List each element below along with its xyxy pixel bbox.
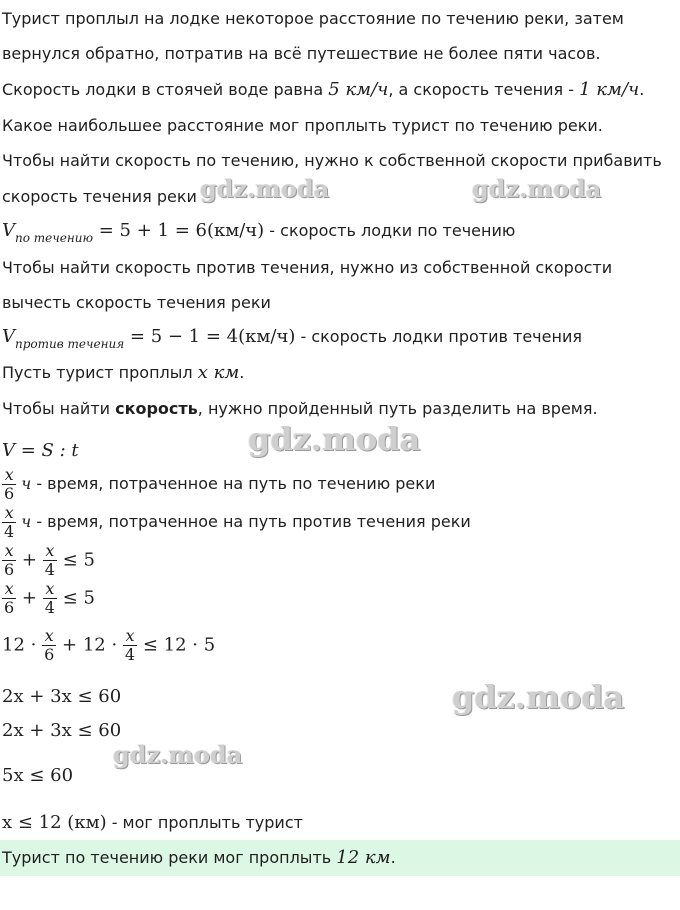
numerator: x <box>2 580 16 599</box>
step3-line-2 <box>2 398 598 420</box>
answer-box <box>0 840 680 876</box>
watermark: gdz.moda <box>113 740 243 769</box>
numerator: x <box>123 627 137 646</box>
step2-line-1: Чтобы найти скорость против течения, нужно из собственной скорости <box>2 258 613 277</box>
watermark: gdz.moda <box>452 678 625 716</box>
text: , нужно пройденный путь разделить на время. <box>197 399 598 418</box>
result-note: - мог проплыть турист <box>106 813 303 832</box>
text: Турист по течению реки мог проплыть <box>2 848 332 867</box>
text: Скорость лодки в стоячей воде равна <box>2 80 324 99</box>
math-answer: 12 км <box>336 847 391 868</box>
fraction-x-4 <box>43 580 57 617</box>
denominator: 4 <box>44 598 55 617</box>
fraction-x-4 <box>2 504 16 541</box>
step2-line-2: вычесть скорость течения реки <box>2 293 271 312</box>
fraction-x-6 <box>2 580 16 617</box>
fraction-x-4 <box>43 542 57 579</box>
numerator: x <box>2 504 16 523</box>
text: Пусть турист проплыл <box>2 363 193 382</box>
plus: + <box>21 587 38 609</box>
inequality-1 <box>2 542 95 579</box>
denominator: 6 <box>4 560 15 579</box>
rhs: ≤ 5 <box>62 549 95 571</box>
bold-speed: скорость <box>115 399 198 418</box>
time-downstream-line <box>2 466 435 503</box>
watermark: gdz.moda <box>248 420 421 458</box>
watermark: gdz.moda <box>472 174 602 203</box>
formula-v-upstream <box>2 326 582 349</box>
numerator: x <box>42 627 56 646</box>
unit-hour: ч <box>21 474 32 493</box>
formula-v-s-t: V = S : t <box>2 440 79 461</box>
math-v: V <box>2 220 15 241</box>
unit-hour: ч <box>21 512 32 531</box>
inequality-6: 5x ≤ 60 <box>2 765 74 786</box>
step1-line-1: Чтобы найти скорость по течению, нужно к собственной скорости прибавить <box>2 151 662 170</box>
denominator: 4 <box>124 645 136 664</box>
numerator: x <box>43 542 57 561</box>
denominator: 6 <box>4 598 15 617</box>
math-expression: = 5 + 1 = 6(км/ч) <box>93 220 265 241</box>
inequality-2 <box>2 580 95 617</box>
math-x-km: x км <box>197 362 240 383</box>
text: - время, потраченное на путь по течению реки <box>31 474 436 493</box>
inequality-4: 2x + 3x ≤ 60 <box>2 686 122 707</box>
text: . <box>639 80 645 99</box>
fraction-x-6 <box>42 627 56 664</box>
math-expression: = 5 − 1 = 4(км/ч) <box>124 326 296 347</box>
fraction-x-6 <box>2 466 16 503</box>
text: . <box>239 363 245 382</box>
text: . <box>390 848 396 867</box>
inequality-5: 2x + 3x ≤ 60 <box>2 720 122 741</box>
numerator: x <box>43 580 57 599</box>
math-boat-speed: 5 км/ч <box>328 79 389 100</box>
problem-line-2: вернулся обратно, потратив на всё путешествие не более пяти часов. <box>2 44 601 63</box>
numerator: x <box>2 466 16 485</box>
rhs: ≤ 12 · 5 <box>142 634 216 656</box>
watermark: gdz.moda <box>200 174 330 203</box>
answer-line <box>2 847 396 869</box>
mid: + 12 · <box>62 634 118 656</box>
denominator: 6 <box>4 484 15 503</box>
problem-line-4: Какое наибольшее расстояние мог проплыть турист по течению реки. <box>2 116 603 135</box>
rhs: ≤ 5 <box>62 587 95 609</box>
formula-v-downstream <box>2 220 515 243</box>
math-current-speed: 1 км/ч <box>579 79 640 100</box>
problem-line-1: Турист проплыл на лодке некоторое расстояние по течению реки, затем <box>2 9 624 28</box>
text: - время, потраченное на путь против течения реки <box>31 512 471 531</box>
numerator: x <box>2 542 16 561</box>
plus: + <box>21 549 38 571</box>
fraction-x-4 <box>123 627 137 664</box>
math-subscript: по течению <box>15 231 94 245</box>
step3-line-1 <box>2 362 244 384</box>
denominator: 6 <box>44 645 55 664</box>
formula-note: - скорость лодки по течению <box>264 221 516 240</box>
result-line <box>2 812 303 834</box>
denominator: 4 <box>44 560 55 579</box>
inequality-multiplied <box>2 627 215 664</box>
math-subscript: против течения <box>15 337 125 351</box>
fraction-x-6 <box>2 542 16 579</box>
text: , а скорость течения - <box>388 80 575 99</box>
lead: 12 · <box>2 634 37 656</box>
denominator: 4 <box>4 522 15 541</box>
math-result: x ≤ 12 (км) <box>2 812 107 833</box>
formula-note: - скорость лодки против течения <box>295 327 582 346</box>
problem-line-3 <box>2 79 644 101</box>
step1-line-2: скорость течения реки <box>2 187 197 206</box>
math-v: V <box>2 326 15 347</box>
text: Чтобы найти <box>2 399 116 418</box>
time-upstream-line <box>2 504 471 541</box>
